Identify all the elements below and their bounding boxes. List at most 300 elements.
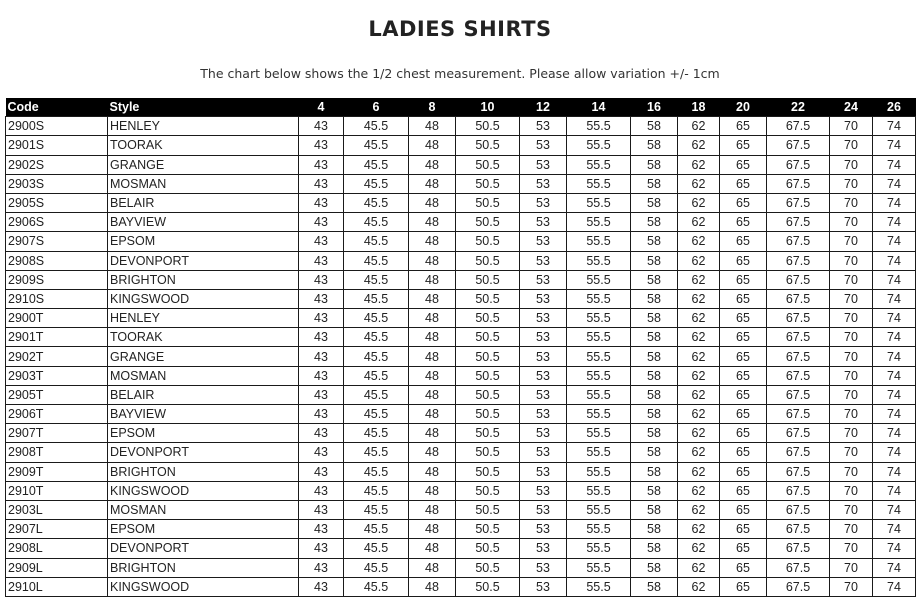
style-code-cell: 2903T (6, 366, 108, 385)
measurement-cell: 70 (830, 347, 873, 366)
style-code-cell: 2902S (6, 155, 108, 174)
measurement-cell: 55.5 (567, 232, 631, 251)
measurement-cell: 74 (873, 539, 916, 558)
style-code-cell: 2910S (6, 289, 108, 308)
measurement-cell: 74 (873, 462, 916, 481)
measurement-cell: 43 (299, 328, 344, 347)
measurement-cell: 70 (830, 424, 873, 443)
measurement-cell: 45.5 (344, 155, 409, 174)
measurement-cell: 65 (720, 347, 767, 366)
measurement-cell: 45.5 (344, 500, 409, 519)
header-size: 24 (830, 98, 873, 117)
measurement-cell: 48 (409, 481, 456, 500)
measurement-cell: 62 (678, 424, 720, 443)
header-size: 12 (520, 98, 567, 117)
table-row (6, 366, 916, 385)
measurement-cell: 70 (830, 558, 873, 577)
measurement-cell: 55.5 (567, 136, 631, 155)
table-row (6, 539, 916, 558)
measurement-cell: 53 (520, 155, 567, 174)
measurement-cell: 55.5 (567, 520, 631, 539)
measurement-cell: 55.5 (567, 328, 631, 347)
measurement-cell: 74 (873, 213, 916, 232)
table-row (6, 481, 916, 500)
measurement-cell: 62 (678, 577, 720, 596)
measurement-cell: 50.5 (456, 289, 520, 308)
measurement-cell: 55.5 (567, 174, 631, 193)
style-code-cell: 2900S (6, 117, 108, 136)
measurement-cell: 43 (299, 193, 344, 212)
measurement-cell: 74 (873, 270, 916, 289)
measurement-cell: 55.5 (567, 251, 631, 270)
header-style: Style (108, 98, 299, 117)
measurement-cell: 53 (520, 193, 567, 212)
style-name-cell: HENLEY (108, 117, 299, 136)
measurement-cell: 48 (409, 270, 456, 289)
measurement-cell: 67.5 (767, 117, 830, 136)
measurement-cell: 48 (409, 385, 456, 404)
measurement-cell: 55.5 (567, 462, 631, 481)
style-code-cell: 2901S (6, 136, 108, 155)
measurement-cell: 53 (520, 481, 567, 500)
measurement-cell: 65 (720, 366, 767, 385)
measurement-cell: 67.5 (767, 462, 830, 481)
measurement-cell: 55.5 (567, 481, 631, 500)
measurement-cell: 48 (409, 174, 456, 193)
measurement-cell: 65 (720, 462, 767, 481)
measurement-cell: 48 (409, 462, 456, 481)
measurement-cell: 43 (299, 251, 344, 270)
measurement-cell: 58 (631, 232, 678, 251)
measurement-cell: 45.5 (344, 443, 409, 462)
measurement-cell: 50.5 (456, 193, 520, 212)
measurement-cell: 45.5 (344, 328, 409, 347)
measurement-cell: 58 (631, 462, 678, 481)
measurement-cell: 55.5 (567, 405, 631, 424)
style-code-cell: 2906T (6, 405, 108, 424)
measurement-cell: 58 (631, 539, 678, 558)
measurement-cell: 70 (830, 366, 873, 385)
measurement-cell: 43 (299, 443, 344, 462)
measurement-cell: 55.5 (567, 155, 631, 174)
measurement-cell: 74 (873, 424, 916, 443)
chart-description: The chart below shows the 1/2 chest measurement. Please allow variation +/- 1cm (200, 66, 720, 81)
header-size: 6 (344, 98, 409, 117)
measurement-cell: 65 (720, 443, 767, 462)
measurement-cell: 65 (720, 424, 767, 443)
measurement-cell: 50.5 (456, 385, 520, 404)
measurement-cell: 62 (678, 405, 720, 424)
measurement-cell: 45.5 (344, 481, 409, 500)
measurement-cell: 74 (873, 251, 916, 270)
style-name-cell: DEVONPORT (108, 443, 299, 462)
measurement-cell: 65 (720, 174, 767, 193)
measurement-cell: 48 (409, 520, 456, 539)
measurement-cell: 43 (299, 270, 344, 289)
measurement-cell: 50.5 (456, 462, 520, 481)
measurement-cell: 55.5 (567, 366, 631, 385)
measurement-cell: 62 (678, 481, 720, 500)
measurement-cell: 62 (678, 232, 720, 251)
measurement-cell: 55.5 (567, 577, 631, 596)
measurement-cell: 65 (720, 481, 767, 500)
measurement-cell: 53 (520, 366, 567, 385)
table-row (6, 213, 916, 232)
measurement-cell: 43 (299, 289, 344, 308)
measurement-cell: 50.5 (456, 520, 520, 539)
measurement-cell: 70 (830, 577, 873, 596)
measurement-cell: 58 (631, 193, 678, 212)
measurement-cell: 67.5 (767, 520, 830, 539)
measurement-cell: 58 (631, 424, 678, 443)
measurement-cell: 50.5 (456, 366, 520, 385)
table-row (6, 251, 916, 270)
measurement-cell: 43 (299, 309, 344, 328)
measurement-cell: 70 (830, 500, 873, 519)
measurement-cell: 74 (873, 520, 916, 539)
style-name-cell: KINGSWOOD (108, 289, 299, 308)
style-name-cell: KINGSWOOD (108, 481, 299, 500)
measurement-cell: 62 (678, 462, 720, 481)
measurement-cell: 45.5 (344, 136, 409, 155)
measurement-cell: 50.5 (456, 405, 520, 424)
style-code-cell: 2908L (6, 539, 108, 558)
style-code-cell: 2906S (6, 213, 108, 232)
measurement-cell: 43 (299, 462, 344, 481)
table-row (6, 117, 916, 136)
style-name-cell: MOSMAN (108, 174, 299, 193)
measurement-cell: 53 (520, 500, 567, 519)
measurement-cell: 43 (299, 174, 344, 193)
measurement-cell: 45.5 (344, 424, 409, 443)
measurement-cell: 67.5 (767, 347, 830, 366)
measurement-cell: 43 (299, 155, 344, 174)
measurement-cell: 53 (520, 385, 567, 404)
measurement-cell: 65 (720, 289, 767, 308)
measurement-cell: 58 (631, 385, 678, 404)
measurement-cell: 48 (409, 366, 456, 385)
measurement-cell: 70 (830, 539, 873, 558)
measurement-cell: 65 (720, 232, 767, 251)
measurement-cell: 65 (720, 500, 767, 519)
measurement-cell: 67.5 (767, 213, 830, 232)
measurement-cell: 70 (830, 405, 873, 424)
measurement-cell: 67.5 (767, 155, 830, 174)
measurement-cell: 45.5 (344, 520, 409, 539)
measurement-cell: 70 (830, 309, 873, 328)
table-row (6, 520, 916, 539)
style-name-cell: KINGSWOOD (108, 577, 299, 596)
measurement-cell: 58 (631, 309, 678, 328)
style-name-cell: BELAIR (108, 385, 299, 404)
measurement-cell: 70 (830, 117, 873, 136)
measurement-cell: 67.5 (767, 481, 830, 500)
measurement-cell: 55.5 (567, 213, 631, 232)
measurement-cell: 74 (873, 558, 916, 577)
header-size: 14 (567, 98, 631, 117)
header-row (6, 98, 916, 117)
measurement-cell: 58 (631, 347, 678, 366)
measurement-cell: 50.5 (456, 558, 520, 577)
measurement-cell: 58 (631, 328, 678, 347)
measurement-cell: 67.5 (767, 232, 830, 251)
size-chart-table (5, 98, 916, 597)
style-name-cell: DEVONPORT (108, 539, 299, 558)
table-row (6, 232, 916, 251)
measurement-cell: 58 (631, 136, 678, 155)
measurement-cell: 67.5 (767, 289, 830, 308)
measurement-cell: 62 (678, 385, 720, 404)
measurement-cell: 74 (873, 193, 916, 212)
table-row (6, 328, 916, 347)
measurement-cell: 62 (678, 366, 720, 385)
style-code-cell: 2908S (6, 251, 108, 270)
measurement-cell: 65 (720, 539, 767, 558)
table-row (6, 558, 916, 577)
measurement-cell: 62 (678, 117, 720, 136)
page-title: LADIES SHIRTS (368, 17, 552, 41)
measurement-cell: 55.5 (567, 424, 631, 443)
measurement-cell: 50.5 (456, 174, 520, 193)
measurement-cell: 50.5 (456, 424, 520, 443)
measurement-cell: 48 (409, 347, 456, 366)
measurement-cell: 62 (678, 193, 720, 212)
measurement-cell: 43 (299, 558, 344, 577)
measurement-cell: 53 (520, 136, 567, 155)
style-name-cell: DEVONPORT (108, 251, 299, 270)
measurement-cell: 48 (409, 289, 456, 308)
measurement-cell: 74 (873, 577, 916, 596)
measurement-cell: 50.5 (456, 155, 520, 174)
measurement-cell: 62 (678, 213, 720, 232)
table-row (6, 309, 916, 328)
measurement-cell: 43 (299, 232, 344, 251)
measurement-cell: 70 (830, 481, 873, 500)
measurement-cell: 67.5 (767, 251, 830, 270)
header-code: Code (6, 98, 108, 117)
measurement-cell: 70 (830, 385, 873, 404)
measurement-cell: 48 (409, 117, 456, 136)
measurement-cell: 50.5 (456, 481, 520, 500)
measurement-cell: 62 (678, 500, 720, 519)
measurement-cell: 74 (873, 405, 916, 424)
measurement-cell: 67.5 (767, 136, 830, 155)
measurement-cell: 45.5 (344, 462, 409, 481)
measurement-cell: 43 (299, 117, 344, 136)
measurement-cell: 50.5 (456, 232, 520, 251)
style-name-cell: EPSOM (108, 232, 299, 251)
measurement-cell: 58 (631, 366, 678, 385)
measurement-cell: 53 (520, 424, 567, 443)
measurement-cell: 53 (520, 174, 567, 193)
measurement-cell: 67.5 (767, 366, 830, 385)
table-row (6, 577, 916, 596)
table-row (6, 136, 916, 155)
style-code-cell: 2902T (6, 347, 108, 366)
measurement-cell: 45.5 (344, 270, 409, 289)
measurement-cell: 58 (631, 289, 678, 308)
measurement-cell: 58 (631, 500, 678, 519)
measurement-cell: 74 (873, 309, 916, 328)
measurement-cell: 70 (830, 462, 873, 481)
style-code-cell: 2907T (6, 424, 108, 443)
measurement-cell: 62 (678, 289, 720, 308)
measurement-cell: 70 (830, 520, 873, 539)
measurement-cell: 62 (678, 443, 720, 462)
measurement-cell: 74 (873, 155, 916, 174)
measurement-cell: 48 (409, 539, 456, 558)
measurement-cell: 74 (873, 289, 916, 308)
measurement-cell: 48 (409, 405, 456, 424)
style-code-cell: 2909S (6, 270, 108, 289)
measurement-cell: 58 (631, 577, 678, 596)
measurement-cell: 67.5 (767, 443, 830, 462)
measurement-cell: 43 (299, 405, 344, 424)
measurement-cell: 50.5 (456, 347, 520, 366)
measurement-cell: 62 (678, 174, 720, 193)
measurement-cell: 74 (873, 347, 916, 366)
measurement-cell: 62 (678, 347, 720, 366)
measurement-cell: 62 (678, 539, 720, 558)
measurement-cell: 50.5 (456, 270, 520, 289)
measurement-cell: 45.5 (344, 174, 409, 193)
measurement-cell: 58 (631, 405, 678, 424)
table-row (6, 424, 916, 443)
measurement-cell: 67.5 (767, 577, 830, 596)
measurement-cell: 45.5 (344, 193, 409, 212)
measurement-cell: 67.5 (767, 500, 830, 519)
measurement-cell: 43 (299, 500, 344, 519)
measurement-cell: 45.5 (344, 309, 409, 328)
measurement-cell: 62 (678, 155, 720, 174)
measurement-cell: 55.5 (567, 117, 631, 136)
measurement-cell: 67.5 (767, 424, 830, 443)
measurement-cell: 53 (520, 213, 567, 232)
measurement-cell: 67.5 (767, 174, 830, 193)
style-name-cell: BAYVIEW (108, 213, 299, 232)
measurement-cell: 43 (299, 366, 344, 385)
measurement-cell: 67.5 (767, 309, 830, 328)
measurement-cell: 50.5 (456, 539, 520, 558)
style-name-cell: TOORAK (108, 136, 299, 155)
measurement-cell: 65 (720, 213, 767, 232)
measurement-cell: 53 (520, 328, 567, 347)
measurement-cell: 65 (720, 328, 767, 347)
measurement-cell: 74 (873, 117, 916, 136)
style-name-cell: EPSOM (108, 520, 299, 539)
measurement-cell: 45.5 (344, 232, 409, 251)
measurement-cell: 74 (873, 232, 916, 251)
measurement-cell: 53 (520, 270, 567, 289)
header-size: 26 (873, 98, 916, 117)
measurement-cell: 70 (830, 174, 873, 193)
measurement-cell: 74 (873, 174, 916, 193)
style-code-cell: 2909T (6, 462, 108, 481)
measurement-cell: 55.5 (567, 443, 631, 462)
style-name-cell: MOSMAN (108, 500, 299, 519)
header-size: 8 (409, 98, 456, 117)
style-code-cell: 2910T (6, 481, 108, 500)
measurement-cell: 65 (720, 385, 767, 404)
measurement-cell: 50.5 (456, 443, 520, 462)
measurement-cell: 53 (520, 577, 567, 596)
measurement-cell: 67.5 (767, 385, 830, 404)
measurement-cell: 70 (830, 213, 873, 232)
measurement-cell: 65 (720, 577, 767, 596)
style-name-cell: BRIGHTON (108, 270, 299, 289)
measurement-cell: 74 (873, 443, 916, 462)
table-body (6, 117, 916, 597)
measurement-cell: 53 (520, 405, 567, 424)
measurement-cell: 67.5 (767, 193, 830, 212)
style-name-cell: HENLEY (108, 309, 299, 328)
style-code-cell: 2910L (6, 577, 108, 596)
measurement-cell: 67.5 (767, 539, 830, 558)
measurement-cell: 62 (678, 520, 720, 539)
measurement-cell: 55.5 (567, 500, 631, 519)
measurement-cell: 55.5 (567, 539, 631, 558)
measurement-cell: 62 (678, 328, 720, 347)
measurement-cell: 50.5 (456, 136, 520, 155)
style-code-cell: 2903L (6, 500, 108, 519)
style-code-cell: 2907L (6, 520, 108, 539)
measurement-cell: 67.5 (767, 270, 830, 289)
measurement-cell: 65 (720, 155, 767, 174)
table-row (6, 155, 916, 174)
style-name-cell: BRIGHTON (108, 558, 299, 577)
measurement-cell: 74 (873, 385, 916, 404)
measurement-cell: 58 (631, 213, 678, 232)
measurement-cell: 53 (520, 289, 567, 308)
measurement-cell: 65 (720, 558, 767, 577)
measurement-cell: 55.5 (567, 289, 631, 308)
measurement-cell: 70 (830, 232, 873, 251)
measurement-cell: 43 (299, 213, 344, 232)
table-row (6, 193, 916, 212)
measurement-cell: 53 (520, 558, 567, 577)
measurement-cell: 48 (409, 309, 456, 328)
header-size: 16 (631, 98, 678, 117)
table-row (6, 385, 916, 404)
measurement-cell: 43 (299, 385, 344, 404)
measurement-cell: 53 (520, 309, 567, 328)
measurement-cell: 62 (678, 309, 720, 328)
measurement-cell: 43 (299, 520, 344, 539)
measurement-cell: 43 (299, 424, 344, 443)
measurement-cell: 53 (520, 251, 567, 270)
measurement-cell: 50.5 (456, 251, 520, 270)
measurement-cell: 65 (720, 309, 767, 328)
measurement-cell: 62 (678, 558, 720, 577)
measurement-cell: 48 (409, 577, 456, 596)
measurement-cell: 45.5 (344, 385, 409, 404)
measurement-cell: 45.5 (344, 251, 409, 270)
table-row (6, 500, 916, 519)
style-code-cell: 2907S (6, 232, 108, 251)
measurement-cell: 45.5 (344, 405, 409, 424)
measurement-cell: 45.5 (344, 117, 409, 136)
measurement-cell: 65 (720, 405, 767, 424)
measurement-cell: 43 (299, 136, 344, 155)
measurement-cell: 50.5 (456, 328, 520, 347)
measurement-cell: 67.5 (767, 558, 830, 577)
table-row (6, 347, 916, 366)
measurement-cell: 45.5 (344, 213, 409, 232)
measurement-cell: 45.5 (344, 347, 409, 366)
measurement-cell: 55.5 (567, 558, 631, 577)
style-name-cell: BAYVIEW (108, 405, 299, 424)
measurement-cell: 48 (409, 558, 456, 577)
